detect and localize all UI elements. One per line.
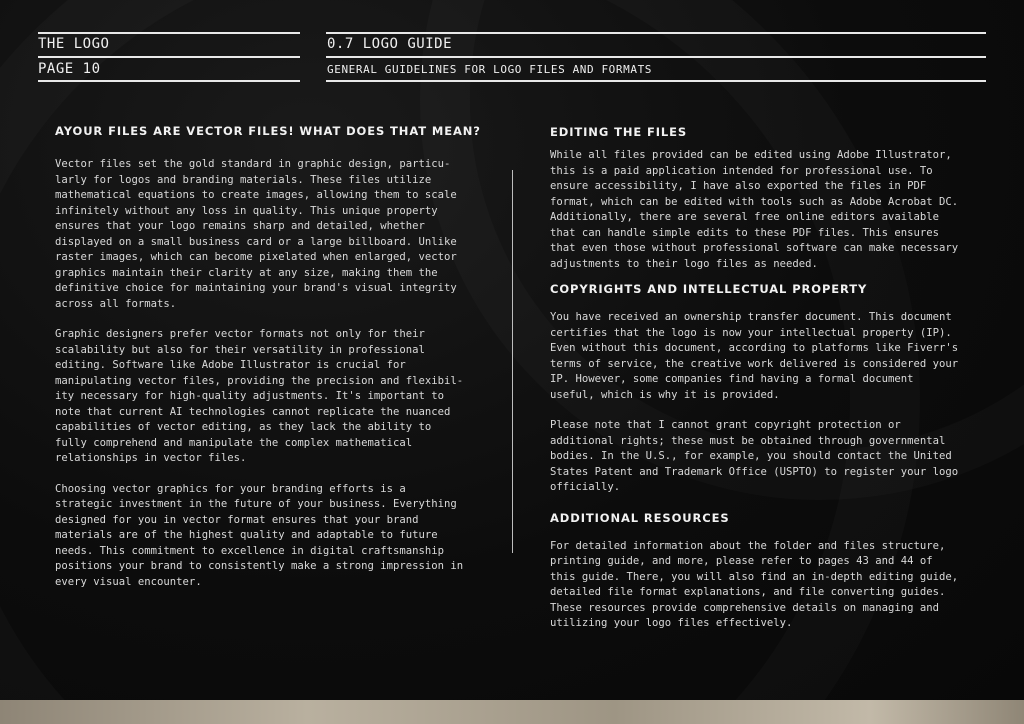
paragraph: Choosing vector graphics for your branding efforts is a strategic investment in the future of your business. Everything designed for you in vector format ensures that your brand materials are of the highest quality and adaptable to future needs. This commitment to excellence in digital craftsmanship positions your brand to consistently make a strong impression in every visual encounter. xyxy=(55,482,464,588)
footer-band xyxy=(0,700,1024,724)
page-title: 0.7 LOGO GUIDE xyxy=(327,36,453,52)
paragraph: Vector files set the gold standard in graphic design, particu- larly for logos and branding materials. These files utilize mathematical equations to create images, allowing them to scale infinitely without any loss in quality. This unique property ensures that your logo remains sharp and detailed, whether displayed on a small business card or a large billboard. Unlike raster images, which can become pixelated when enlarged, vector graphics maintain their clarity at any size, making them the definitive choice for maintaining your brand's visual integrity across all formats. xyxy=(55,158,457,310)
header-rule xyxy=(38,80,300,82)
right-column xyxy=(550,125,980,632)
section-heading: ADDITIONAL RESOURCES xyxy=(550,510,730,525)
left-column xyxy=(55,124,481,590)
paragraph: While all files provided can be edited using Adobe Illustrator, this is a paid application intended for professional use. To ensure accessibility, I have also exported the files in PDF format, which can be edited with tools such as Adobe Acrobat DC. Additionally, there are several free online editors available that can handle simple edits to these PDF files. This ensures that even those without professional software can make necessary adjustments to their logo files as needed. xyxy=(550,149,959,270)
page-subtitle: GENERAL GUIDELINES FOR LOGO FILES AND FORMATS xyxy=(327,63,653,76)
section-label: THE LOGO xyxy=(38,36,110,52)
paragraph: You have received an ownership transfer document. This document certifies that the logo is now your intellectual property (IP). Even without this document, according to platforms like Fiverr's terms of service, the creative work delivered is considered your IP. However, some companies find having a formal document useful, which is why it is provided. xyxy=(550,311,959,401)
header-rule xyxy=(38,32,300,34)
header-rule xyxy=(326,56,986,58)
header-rule xyxy=(38,56,300,58)
paragraph: For detailed information about the folder and files structure, printing guide, and more, please refer to pages 43 and 44 of this guide. There, you will also find an in-depth editing guide, detailed file format explanations, and file converting guides. These resources provide comprehensive details on managing and utilizing your logo files effectively. xyxy=(550,539,959,629)
page-number: PAGE 10 xyxy=(38,61,101,77)
paragraph: Please note that I cannot grant copyright protection or additional rights; these must be obtained through governmental bodies. In the U.S., for example, you should contact the United States Patent and Trademark Office (USPTO) to register your logo officially. xyxy=(550,419,959,493)
column-divider xyxy=(512,170,513,553)
section-heading: AYOUR FILES ARE VECTOR FILES! WHAT DOES THAT MEAN? xyxy=(55,124,481,138)
header-rule xyxy=(326,32,986,34)
section-heading: EDITING THE FILES xyxy=(550,125,688,139)
header-rule xyxy=(326,80,986,82)
section-heading: COPYRIGHTS AND INTELLECTUAL PROPERTY xyxy=(550,282,868,296)
paragraph: Graphic designers prefer vector formats not only for their scalability but also for their versatility in professional editing. Software like Adobe Illustrator is crucial for manipulating vector files, providing the precision and flexibil- ity necessary for high-quality adjustments. It's important to note that current AI technologies cannot replicate the nuanced capabilities of vector editing, as they lack the ability to fully comprehend and manipulate the complex mathematical relationships in vector files. xyxy=(55,328,464,464)
